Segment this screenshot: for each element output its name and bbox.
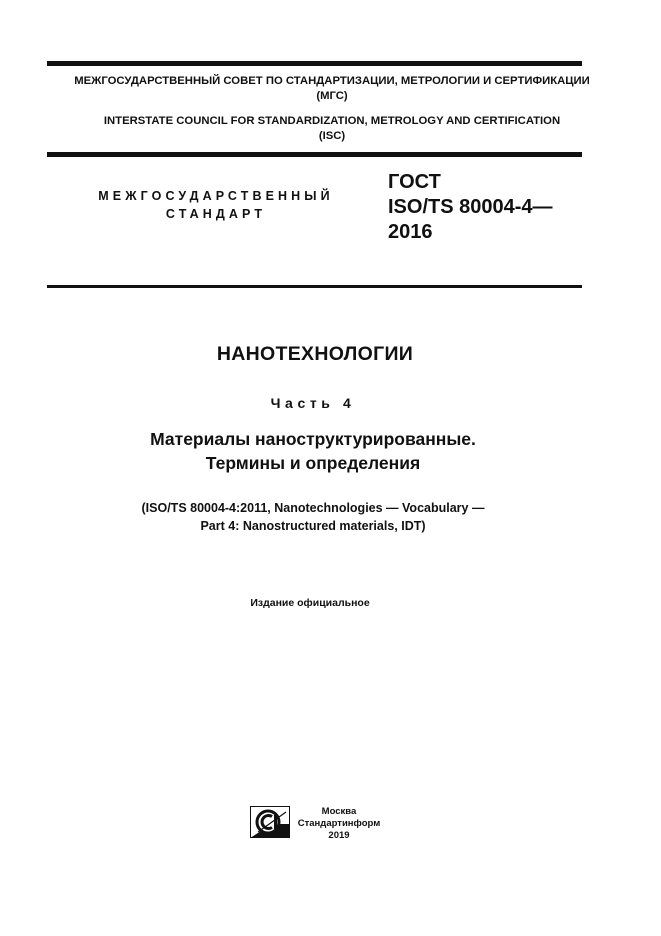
document-subtitle xyxy=(0,427,626,475)
subtitle-line1: Материалы наноструктурированные. xyxy=(150,429,476,449)
standard-kind-line1: МЕЖГОСУДАРСТВЕННЫЙ xyxy=(98,189,334,203)
council-en-line1: INTERSTATE COUNCIL FOR STANDARDIZATION, METROLOGY AND CERTIFICATION xyxy=(103,115,561,127)
middle-rule xyxy=(47,152,582,157)
edition-note: Издание официальное xyxy=(250,597,370,609)
standard-kind-line2: СТАНДАРТ xyxy=(165,207,267,221)
standard-kind xyxy=(96,187,336,223)
publisher-name: Стандартинформ xyxy=(297,818,381,829)
iso-ref-line2: Part 4: Nanostructured materials, IDT) xyxy=(200,519,426,533)
council-en-line2: (ISC) xyxy=(318,130,346,142)
publisher-city: Москва xyxy=(321,806,357,817)
publication-year: 2019 xyxy=(328,830,350,841)
document-title: НАНОТЕХНОЛОГИИ xyxy=(216,343,414,365)
subtitle-line2: Термины и определения xyxy=(205,453,421,473)
gost-designation xyxy=(388,170,553,245)
iso-reference xyxy=(0,499,626,535)
top-rule xyxy=(47,61,582,66)
council-ru-line1: МЕЖГОСУДАРСТВЕННЫЙ СОВЕТ ПО СТАНДАРТИЗАЦИИ, МЕТРОЛОГИИ И СЕРТИФИКАЦИИ xyxy=(74,75,590,87)
council-ru xyxy=(47,74,617,104)
gost-line2: ISO/TS 80004-4— xyxy=(388,196,553,218)
lower-rule xyxy=(47,285,582,288)
gost-line3: 2016 xyxy=(388,221,433,243)
publisher-block xyxy=(296,806,382,842)
gost-line1: ГОСТ xyxy=(388,171,441,193)
part-number: Часть 4 xyxy=(270,395,356,411)
council-ru-line2: (МГС) xyxy=(316,90,348,102)
council-en xyxy=(47,114,617,144)
iso-ref-line1: (ISO/TS 80004-4:2011, Nanotechnologies — Vocabulary — xyxy=(141,501,485,515)
standartinform-logo-icon xyxy=(250,806,290,838)
